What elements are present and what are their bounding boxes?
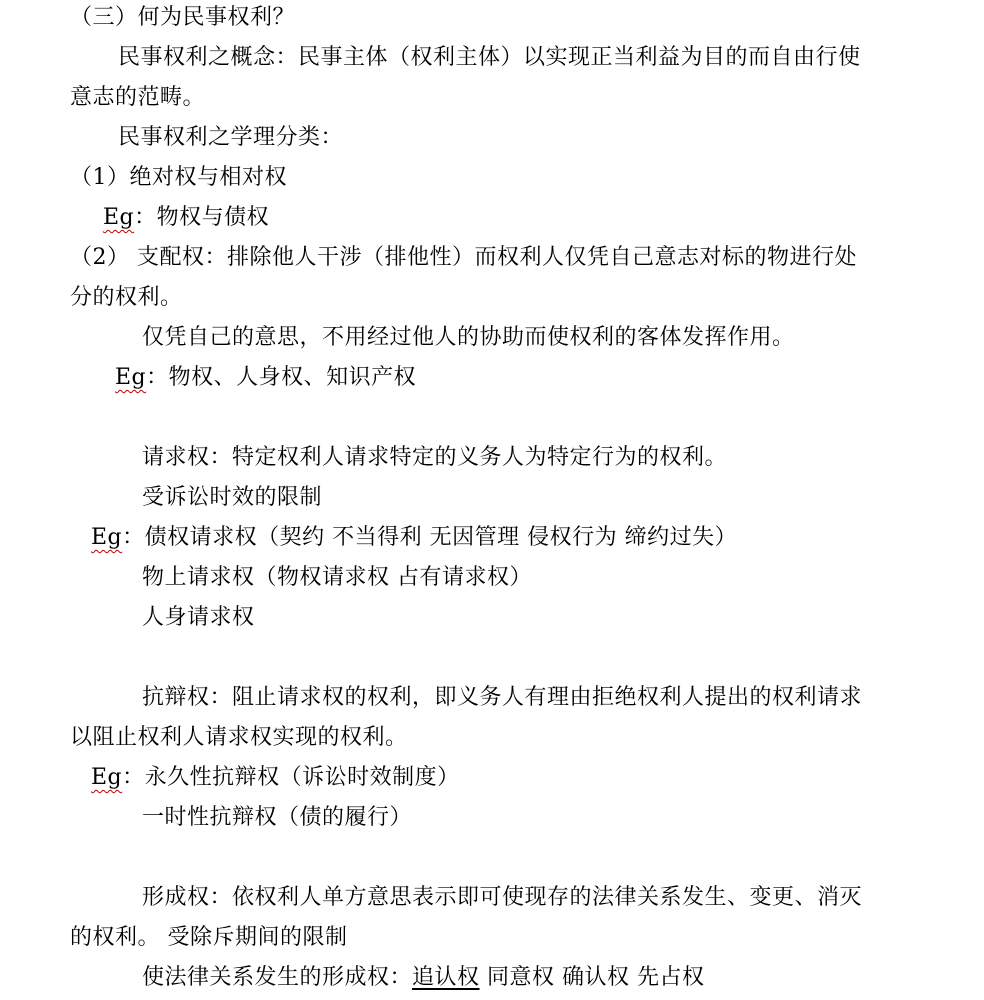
paragraph-text: 使法律关系发生的形成权：	[142, 965, 413, 990]
paragraph-line: 请求权：特定权利人请求特定的义务人为特定行为的权利。	[142, 445, 728, 470]
example-line	[91, 523, 737, 553]
paragraph-line: 的权利。 受除斥期间的限制	[70, 925, 348, 950]
paragraph-line: 受诉讼时效的限制	[142, 485, 323, 510]
paragraph-line: 意志的范畴。	[70, 85, 206, 110]
paragraph-line	[142, 963, 705, 993]
list-item: （2） 支配权：排除他人干涉（排他性）而权利人仅凭自己意志对标的物进行处	[70, 245, 857, 270]
paragraph-text: 同意权 确认权 先占权	[479, 965, 705, 990]
section-heading: （三）何为民事权利？	[70, 5, 296, 30]
paragraph-line: 分的权利。	[70, 285, 183, 310]
paragraph-line: 民事权利之概念：民事主体（权利主体）以实现正当利益为目的而自由行使	[118, 45, 861, 70]
example-line	[115, 363, 416, 393]
example-line	[103, 203, 269, 233]
example-text: ：物权与债权	[134, 205, 270, 230]
example-marker: Eg	[103, 205, 135, 230]
paragraph-line: 仅凭自己的意思，不用经过他人的协助而使权利的客体发挥作用。	[142, 325, 795, 350]
paragraph-line: 一时性抗辩权（债的履行）	[142, 805, 413, 830]
example-text: ：物权、人身权、知识产权	[146, 365, 417, 390]
paragraph-line: 抗辩权：阻止请求权的权利，即义务人有理由拒绝权利人提出的权利请求	[142, 685, 863, 710]
example-marker: Eg	[115, 365, 147, 390]
list-item: （1）绝对权与相对权	[70, 165, 287, 190]
paragraph-line: 人身请求权	[142, 605, 255, 630]
paragraph-line: 民事权利之学理分类：	[118, 125, 344, 150]
paragraph-line: 形成权：依权利人单方意思表示即可使现存的法律关系发生、变更、消灭	[142, 885, 863, 910]
example-text: ：债权请求权（契约 不当得利 无因管理 侵权行为 缔约过失）	[122, 525, 738, 550]
paragraph-line: 物上请求权（物权请求权 占有请求权）	[142, 565, 532, 590]
example-text: ：永久性抗辩权（诉讼时效制度）	[122, 765, 460, 790]
paragraph-line: 以阻止权利人请求权实现的权利。	[70, 725, 408, 750]
example-marker: Eg	[91, 525, 123, 550]
example-line	[91, 763, 460, 793]
underlined-term: 追认权	[412, 965, 480, 990]
example-marker: Eg	[91, 765, 123, 790]
